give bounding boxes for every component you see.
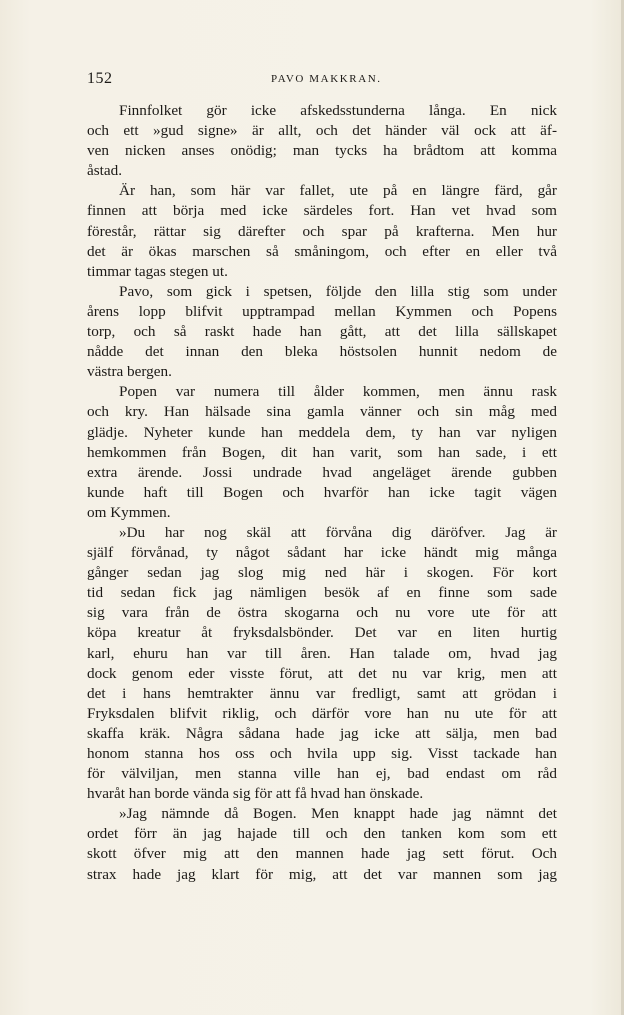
text-line: Pavo, som gick i spetsen, följde den lilla stig som under xyxy=(119,282,557,300)
text-line: »Jag nämnde då Bogen. Men knappt hade jag nämnt det xyxy=(119,805,557,823)
text-line: västra bergen. xyxy=(87,363,172,381)
text-line: dock genom eder visste förut, att det nu var krig, men att xyxy=(87,664,557,682)
text-line: åstad. xyxy=(87,162,123,180)
text-line: det i hans hemtrakter ännu var fredligt, samt att grödan i xyxy=(87,684,557,702)
running-title: PAVO MAKKRAN. xyxy=(271,73,382,85)
text-line: karl, ehuru han var till åren. Han talade om, hvad jag xyxy=(87,644,557,662)
text-line: och ett »gud signe» är allt, och det händer väl ock att äf- xyxy=(87,122,557,140)
text-line: glädje. Nyheter kunde han meddela dem, ty han var nyligen xyxy=(87,423,557,441)
body-text xyxy=(87,101,557,885)
text-line: honom stanna hos oss och hvila upp sig. Visst tackade han xyxy=(87,745,557,762)
text-line: »Du har nog skäl att förvåna dig däröfver. Jag är xyxy=(119,523,557,541)
text-line: Fryksdalen blifvit riklig, och därför vore han nu ute för att xyxy=(87,704,557,722)
text-line: ordet förr än jag hajade till och den tanken kom som ett xyxy=(87,825,557,843)
text-line: hvaråt han borde vända sig för att få hvad han önskade. xyxy=(87,785,424,803)
text-line: det är ökas marschen så småningom, och efter en eller två xyxy=(87,242,557,260)
text-line: om Kymmen. xyxy=(87,503,171,521)
text-line: skott öfver mig att den mannen hade jag sett förut. Och xyxy=(87,845,557,863)
text-line: torp, och så raskt hade han gått, att det lilla sällskapet xyxy=(87,323,557,341)
text-line: köpa kreatur åt fryksdalsbönder. Det var en liten hurtig xyxy=(87,624,557,642)
running-head xyxy=(87,70,557,90)
text-line: gånger sedan jag slog mig ned här i skogen. För kort xyxy=(87,564,557,582)
text-line: årens lopp blifvit upptrampad mellan Kymmen och Popens xyxy=(87,302,557,320)
text-line: finnen att börja med icke särdeles fort. Han vet hvad som xyxy=(87,202,557,220)
text-line: och kry. Han hälsade sina gamla vänner och sin måg med xyxy=(87,403,557,421)
page-number: 152 xyxy=(87,70,113,87)
text-line: timmar tagas stegen ut. xyxy=(87,262,228,280)
text-line: ven nicken anses onödig; man tycks ha brådtom att komma xyxy=(87,142,557,160)
text-line: hemkommen från Bogen, dit han varit, som han sade, i ett xyxy=(87,443,557,461)
text-line: skaffa kräk. Några sådana hade jag icke att sälja, men bad xyxy=(87,724,557,742)
text-line: tid sedan fick jag nämligen besök af en finne som sade xyxy=(87,584,557,602)
text-line: sig vara från de östra skogarna och nu vore ute för att xyxy=(87,604,557,622)
text-line: kunde haft till Bogen och hvarför han icke tagit vägen xyxy=(87,483,557,501)
text-line: för välviljan, men stanna ville han ej, bad endast om råd xyxy=(87,765,557,783)
text-line: Popen var numera till ålder kommen, men ännu rask xyxy=(119,383,557,401)
text-line: förestår, rättar sig därefter och spar på krafterna. Men hur xyxy=(87,222,557,240)
text-line: extra ärende. Jossi undrade hvad angeläget ärende gubben xyxy=(87,463,557,481)
text-line: Är han, som här var fallet, ute på en längre färd, går xyxy=(119,182,557,200)
text-line: strax hade jag klart för mig, att det var mannen som jag xyxy=(87,865,557,883)
text-line: nådde det innan den bleka höstsolen hunnit nedom de xyxy=(87,343,557,361)
text-line: Finnfolket gör icke afskedsstunderna långa. En nick xyxy=(119,102,557,119)
text-line: själf förvånad, ty något sådant har icke händt mig många xyxy=(87,544,557,562)
